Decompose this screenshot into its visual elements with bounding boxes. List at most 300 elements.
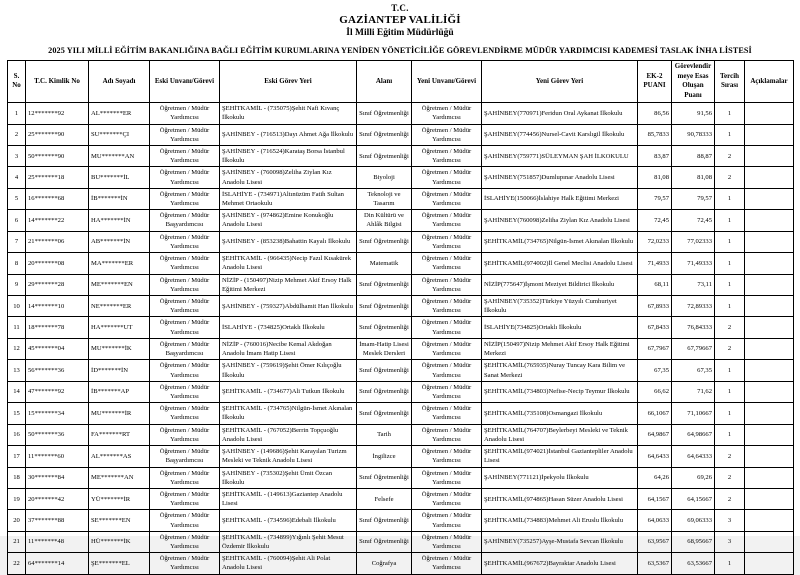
column-header-yeni-unvan: Yeni Unvanı/Görevi (412, 60, 482, 102)
cell-tercih-sirasi: 1 (715, 403, 745, 424)
cell-tercih-sirasi: 1 (715, 296, 745, 317)
cell-aciklamalar (745, 210, 794, 231)
cell-tercih-sirasi: 2 (715, 467, 745, 488)
cell-adi-soyadi: SE*******EN (89, 510, 150, 531)
cell-adi-soyadi: FA*******RT (89, 424, 150, 445)
cell-tc-kimlik-no: 21*******06 (26, 231, 89, 252)
cell-s-no: 1 (8, 103, 26, 124)
cell-yeni-gorev-yeri: NİZİP(775647)İşmont Meziyet Bildirici İlkokulu (482, 274, 638, 295)
cell-adi-soyadi: AL*******ER (89, 103, 150, 124)
table-row (8, 553, 794, 574)
cell-yeni-gorev-yeri: ŞAHİNBEY(751857)Dumlupınar Anadolu Lisesi (482, 167, 638, 188)
cell-olusan-puan: 71,49333 (672, 253, 715, 274)
header-tc: T.C. (391, 3, 409, 13)
cell-aciklamalar (745, 124, 794, 145)
cell-alan: Sınıf Öğretmenliği (357, 531, 412, 552)
cell-tc-kimlik-no: 37*******88 (26, 510, 89, 531)
cell-aciklamalar (745, 231, 794, 252)
cell-yeni-unvan: Öğretmen / Müdür Yardımcısı (412, 424, 482, 445)
cell-eski-gorev-yeri: İSLAHİYE - (734971)Altınüzüm Fatih Sultan Mehmet Ortaokulu (220, 188, 357, 209)
cell-olusan-puan: 77,02333 (672, 231, 715, 252)
cell-adi-soyadi: AL*******AS (89, 446, 150, 467)
cell-alan: Sınıf Öğretmenliği (357, 124, 412, 145)
cell-eski-gorev-yeri: ŞAHİNBEY - (735302)Şehit Ümit Özcan İlkokulu (220, 467, 357, 488)
table-row (8, 188, 794, 209)
cell-tercih-sirasi: 3 (715, 510, 745, 531)
cell-s-no: 22 (8, 553, 26, 574)
cell-eski-unvan: Öğretmen / Müdür Yardımcısı (150, 360, 220, 381)
cell-yeni-gorev-yeri: ŞAHİNBEY(760098)Zeliha Ziylan Kız Anadolu Lisesi (482, 210, 638, 231)
cell-yeni-unvan: Öğretmen / Müdür Yardımcısı (412, 145, 482, 166)
cell-ek2-puani: 81,08 (638, 167, 672, 188)
cell-tc-kimlik-no: 20*******08 (26, 253, 89, 274)
cell-yeni-gorev-yeri: ŞAHİNBEY(770971)Feridun Oral Aykanat İlkokulu (482, 103, 638, 124)
cell-yeni-unvan: Öğretmen / Müdür Yardımcısı (412, 360, 482, 381)
cell-tercih-sirasi: 1 (715, 210, 745, 231)
cell-tercih-sirasi: 2 (715, 145, 745, 166)
cell-yeni-unvan: Öğretmen / Müdür Yardımcısı (412, 488, 482, 509)
cell-eski-unvan: Öğretmen / Müdür Yardımcısı (150, 145, 220, 166)
cell-yeni-gorev-yeri: ŞEHİTKAMİL(974021)İstanbul Gaziantepliler Anadolu Lisesi (482, 446, 638, 467)
cell-alan: Matematik (357, 253, 412, 274)
cell-yeni-gorev-yeri: ŞAHİNBEY(771121)İpekyolu İlkokulu (482, 467, 638, 488)
cell-aciklamalar (745, 317, 794, 338)
cell-ek2-puani: 72,45 (638, 210, 672, 231)
cell-eski-gorev-yeri: İSLAHİYE - (734825)Ortaklı İlkokulu (220, 317, 357, 338)
cell-aciklamalar (745, 488, 794, 509)
cell-eski-unvan: Öğretmen / Müdür Yardımcısı (150, 467, 220, 488)
cell-s-no: 16 (8, 424, 26, 445)
cell-alan: Coğrafya (357, 553, 412, 574)
page-title: 2025 YILI MİLLİ EĞİTİM BAKANLIĞINA BAĞLI EĞİTİM KURUMLARINA YENİDEN YÖNETİCİLİĞE GÖREVLENDİRME MÜDÜR YARDIMCISI KADEMESİ TASLAK İNHA LİSTESİ (48, 45, 752, 55)
cell-adi-soyadi: BU*******İL (89, 167, 150, 188)
column-header-tc-kimlik-no: T.C. Kimlik No (26, 60, 89, 102)
cell-yeni-gorev-yeri: ŞEHİTKAMİL(764707)Beylerbeyi Mesleki ve Teknik Anadolu Lisesi (482, 424, 638, 445)
cell-ek2-puani: 63,5367 (638, 553, 672, 574)
table-row (8, 488, 794, 509)
cell-aciklamalar (745, 467, 794, 488)
cell-aciklamalar (745, 553, 794, 574)
cell-ek2-puani: 63,9567 (638, 531, 672, 552)
column-header-aciklamalar: Açıklamalar (745, 60, 794, 102)
cell-alan: Sınıf Öğretmenliği (357, 360, 412, 381)
table-row (8, 231, 794, 252)
cell-aciklamalar (745, 424, 794, 445)
cell-tc-kimlik-no: 30*******84 (26, 467, 89, 488)
cell-eski-unvan: Öğretmen / Müdür Yardımcısı (150, 424, 220, 445)
table-row (8, 253, 794, 274)
cell-yeni-gorev-yeri: ŞAHİNBEY(735352)Türkiye Yüzyılı Cumhuriyet İlkokulu (482, 296, 638, 317)
cell-aciklamalar (745, 360, 794, 381)
cell-yeni-unvan: Öğretmen / Müdür Yardımcısı (412, 124, 482, 145)
cell-eski-gorev-yeri: ŞAHİNBEY - (759619)Şehit Ömer Kılıçoğlu İlkokulu (220, 360, 357, 381)
cell-eski-unvan: Öğretmen / Müdür Yardımcısı (150, 531, 220, 552)
cell-eski-gorev-yeri: ŞEHİTKAMİL - (734899)Yığınlı Şehit Mesut Özdemir İlkokulu (220, 531, 357, 552)
cell-olusan-puan: 91,56 (672, 103, 715, 124)
cell-yeni-gorev-yeri: ŞAHİNBEY(735257)Ayşe-Mustafa Sevcan İlkokulu (482, 531, 638, 552)
cell-ek2-puani: 67,8933 (638, 296, 672, 317)
table-row (8, 467, 794, 488)
cell-eski-gorev-yeri: ŞAHİNBEY - (716513)Dayı Ahmet Ağa İlkokulu (220, 124, 357, 145)
cell-tercih-sirasi: 1 (715, 103, 745, 124)
cell-tc-kimlik-no: 16*******68 (26, 188, 89, 209)
cell-aciklamalar (745, 338, 794, 359)
cell-adi-soyadi: AB*******İN (89, 231, 150, 252)
cell-yeni-unvan: Öğretmen / Müdür Yardımcısı (412, 253, 482, 274)
cell-tc-kimlik-no: 29*******28 (26, 274, 89, 295)
cell-aciklamalar (745, 381, 794, 402)
cell-adi-soyadi: MU*******İK (89, 338, 150, 359)
cell-eski-unvan: Öğretmen / Müdür Yardımcısı (150, 403, 220, 424)
cell-olusan-puan: 73,11 (672, 274, 715, 295)
table-row (8, 531, 794, 552)
table-row (8, 210, 794, 231)
cell-yeni-unvan: Öğretmen / Müdür Yardımcısı (412, 167, 482, 188)
cell-eski-unvan: Öğretmen / Müdür Yardımcısı (150, 103, 220, 124)
cell-tc-kimlik-no: 18*******78 (26, 317, 89, 338)
cell-eski-gorev-yeri: ŞEHİTKAMİL - (734765)Nilgün-İsmet Akınalan İlkokulu (220, 403, 357, 424)
cell-ek2-puani: 68,11 (638, 274, 672, 295)
cell-aciklamalar (745, 103, 794, 124)
cell-tercih-sirasi: 2 (715, 167, 745, 188)
cell-adi-soyadi: İB*******İN (89, 188, 150, 209)
cell-eski-unvan: Öğretmen / Müdür Yardımcısı (150, 231, 220, 252)
cell-yeni-unvan: Öğretmen / Müdür Yardımcısı (412, 446, 482, 467)
table-row (8, 145, 794, 166)
cell-alan: İmam-Hatip Lisesi Meslek Dersleri (357, 338, 412, 359)
cell-tercih-sirasi: 3 (715, 531, 745, 552)
cell-aciklamalar (745, 510, 794, 531)
cell-tc-kimlik-no: 56*******36 (26, 360, 89, 381)
cell-yeni-gorev-yeri: ŞAHİNBEY(759771)SÜLEYMAN ŞAH İLKOKULU (482, 145, 638, 166)
cell-ek2-puani: 71,4933 (638, 253, 672, 274)
cell-tc-kimlik-no: 64*******14 (26, 553, 89, 574)
cell-ek2-puani: 83,87 (638, 145, 672, 166)
cell-tc-kimlik-no: 20*******42 (26, 488, 89, 509)
cell-alan: Sınıf Öğretmenliği (357, 403, 412, 424)
cell-aciklamalar (745, 188, 794, 209)
cell-yeni-gorev-yeri: İSLAHİYE(734825)Ortaklı İlkokulu (482, 317, 638, 338)
cell-olusan-puan: 68,95667 (672, 531, 715, 552)
cell-s-no: 14 (8, 381, 26, 402)
cell-eski-gorev-yeri: ŞAHİNBEY - (760098)Zeliha Ziylan Kız Anadolu Lisesi (220, 167, 357, 188)
cell-s-no: 21 (8, 531, 26, 552)
cell-eski-gorev-yeri: ŞEHİTKAMİL - (149613)Gaziantep Anadolu Lisesi (220, 488, 357, 509)
cell-tercih-sirasi: 1 (715, 553, 745, 574)
cell-tc-kimlik-no: 25*******18 (26, 167, 89, 188)
cell-tc-kimlik-no: 11*******48 (26, 531, 89, 552)
cell-adi-soyadi: MU*******İR (89, 403, 150, 424)
cell-yeni-gorev-yeri: ŞEHİTKAMİL(734765)Nilgün-İsmet Akınalan İlkokulu (482, 231, 638, 252)
cell-adi-soyadi: HA*******İN (89, 210, 150, 231)
cell-olusan-puan: 71,62 (672, 381, 715, 402)
cell-tercih-sirasi: 2 (715, 488, 745, 509)
table-row (8, 446, 794, 467)
cell-alan: Sınıf Öğretmenliği (357, 231, 412, 252)
cell-adi-soyadi: ME*******AN (89, 467, 150, 488)
cell-alan: Sınıf Öğretmenliği (357, 510, 412, 531)
cell-s-no: 6 (8, 210, 26, 231)
cell-s-no: 4 (8, 167, 26, 188)
cell-alan: Sınıf Öğretmenliği (357, 317, 412, 338)
cell-s-no: 9 (8, 274, 26, 295)
cell-olusan-puan: 69,26 (672, 467, 715, 488)
table-row (8, 124, 794, 145)
cell-s-no: 3 (8, 145, 26, 166)
cell-tercih-sirasi: 2 (715, 338, 745, 359)
cell-s-no: 18 (8, 467, 26, 488)
cell-alan: Sınıf Öğretmenliği (357, 274, 412, 295)
cell-yeni-gorev-yeri: ŞEHİTKAMİL(974865)Hasan Süzer Anadolu Lisesi (482, 488, 638, 509)
cell-alan: Sınıf Öğretmenliği (357, 381, 412, 402)
cell-tc-kimlik-no: 14*******10 (26, 296, 89, 317)
cell-adi-soyadi: YÜ*******İR (89, 488, 150, 509)
table-body (8, 103, 794, 575)
cell-tc-kimlik-no: 11*******60 (26, 446, 89, 467)
cell-yeni-gorev-yeri: NİZİP(150497)Nizip Mehmet Akif Ersoy Halk Eğitimi Merkezi (482, 338, 638, 359)
cell-adi-soyadi: MA*******ER (89, 253, 150, 274)
table-row (8, 167, 794, 188)
cell-eski-gorev-yeri: ŞAHİNBEY - (974862)Emine Konukoğlu Anadolu Lisesi (220, 210, 357, 231)
header-governorship: GAZİANTEP VALİLİĞİ (339, 14, 461, 27)
cell-s-no: 11 (8, 317, 26, 338)
table-header-row (8, 60, 794, 102)
column-header-ek2-puani: EK-2 PUANI (638, 60, 672, 102)
cell-alan: Felsefe (357, 488, 412, 509)
cell-ek2-puani: 67,7967 (638, 338, 672, 359)
cell-eski-unvan: Öğretmen / Müdür Başyardımcısı (150, 338, 220, 359)
cell-s-no: 12 (8, 338, 26, 359)
cell-yeni-gorev-yeri: ŞEHİTKAMİL(765935)Nuray Tuncay Kara Bilim ve Sanat Merkezi (482, 360, 638, 381)
cell-ek2-puani: 64,0633 (638, 510, 672, 531)
cell-olusan-puan: 72,45 (672, 210, 715, 231)
cell-adi-soyadi: HA*******UT (89, 317, 150, 338)
cell-ek2-puani: 66,62 (638, 381, 672, 402)
cell-olusan-puan: 63,53667 (672, 553, 715, 574)
cell-eski-gorev-yeri: ŞEHİTKAMİL - (735075)Şehit Nafi Kıvanç İlkokulu (220, 103, 357, 124)
cell-eski-gorev-yeri: NİZİP - (760016)Necibe Kemal Akdoğan Anadolu İmam Hatip Lisesi (220, 338, 357, 359)
appointment-table (7, 60, 794, 575)
cell-olusan-puan: 88,87 (672, 145, 715, 166)
cell-adi-soyadi: İD*******İN (89, 360, 150, 381)
cell-olusan-puan: 90,78333 (672, 124, 715, 145)
table-row (8, 338, 794, 359)
cell-yeni-unvan: Öğretmen / Müdür Yardımcısı (412, 231, 482, 252)
cell-yeni-gorev-yeri: ŞEHİTKAMİL(734803)Nefise-Necip Teymur İlkokulu (482, 381, 638, 402)
cell-s-no: 13 (8, 360, 26, 381)
cell-tercih-sirasi: 1 (715, 124, 745, 145)
cell-ek2-puani: 72,0233 (638, 231, 672, 252)
cell-tercih-sirasi: 2 (715, 446, 745, 467)
cell-tercih-sirasi: 1 (715, 188, 745, 209)
cell-yeni-unvan: Öğretmen / Müdür Yardımcısı (412, 103, 482, 124)
cell-eski-unvan: Öğretmen / Müdür Yardımcısı (150, 167, 220, 188)
cell-eski-unvan: Öğretmen / Müdür Yardımcısı (150, 253, 220, 274)
cell-olusan-puan: 64,15667 (672, 488, 715, 509)
cell-yeni-gorev-yeri: İSLAHİYE(150066)İslahiye Halk Eğitimi Merkezi (482, 188, 638, 209)
cell-adi-soyadi: SU*******ÇI (89, 124, 150, 145)
cell-ek2-puani: 85,7833 (638, 124, 672, 145)
cell-tc-kimlik-no: 50*******90 (26, 145, 89, 166)
cell-yeni-unvan: Öğretmen / Müdür Yardımcısı (412, 510, 482, 531)
cell-eski-gorev-yeri: ŞAHİNBEY - (759327)Abdülhamit Han İlkokulu (220, 296, 357, 317)
cell-olusan-puan: 67,35 (672, 360, 715, 381)
cell-ek2-puani: 64,9867 (638, 424, 672, 445)
cell-adi-soyadi: İB*******AP (89, 381, 150, 402)
table-row (8, 296, 794, 317)
cell-yeni-unvan: Öğretmen / Müdür Yardımcısı (412, 210, 482, 231)
cell-yeni-unvan: Öğretmen / Müdür Yardımcısı (412, 296, 482, 317)
cell-yeni-unvan: Öğretmen / Müdür Yardımcısı (412, 381, 482, 402)
cell-olusan-puan: 76,84333 (672, 317, 715, 338)
cell-s-no: 19 (8, 488, 26, 509)
cell-ek2-puani: 79,57 (638, 188, 672, 209)
cell-yeni-unvan: Öğretmen / Müdür Yardımcısı (412, 274, 482, 295)
cell-aciklamalar (745, 296, 794, 317)
column-header-adi-soyadi: Adı Soyadı (89, 60, 150, 102)
cell-alan: Sınıf Öğretmenliği (357, 467, 412, 488)
cell-olusan-puan: 71,10667 (672, 403, 715, 424)
table-row (8, 424, 794, 445)
cell-aciklamalar (745, 274, 794, 295)
cell-yeni-gorev-yeri: ŞEHİTKAMİL(735108)Osmangazi İlkokulu (482, 403, 638, 424)
cell-tc-kimlik-no: 25*******90 (26, 124, 89, 145)
table-row (8, 381, 794, 402)
cell-yeni-unvan: Öğretmen / Müdür Yardımcısı (412, 467, 482, 488)
cell-eski-unvan: Öğretmen / Müdür Başyardımcısı (150, 446, 220, 467)
cell-adi-soyadi: ŞE*******EL (89, 553, 150, 574)
table-row (8, 510, 794, 531)
cell-tercih-sirasi: 2 (715, 317, 745, 338)
cell-s-no: 10 (8, 296, 26, 317)
cell-eski-unvan: Öğretmen / Müdür Yardımcısı (150, 124, 220, 145)
cell-tercih-sirasi: 1 (715, 360, 745, 381)
cell-tercih-sirasi: 1 (715, 253, 745, 274)
cell-ek2-puani: 64,6433 (638, 446, 672, 467)
cell-alan: Tarih (357, 424, 412, 445)
column-header-alan: Alanı (357, 60, 412, 102)
cell-olusan-puan: 79,57 (672, 188, 715, 209)
cell-eski-unvan: Öğretmen / Müdür Yardımcısı (150, 381, 220, 402)
cell-eski-unvan: Öğretmen / Müdür Yardımcısı (150, 553, 220, 574)
table-row (8, 274, 794, 295)
column-header-eski-gorev-yeri: Eski Görev Yeri (220, 60, 357, 102)
cell-alan: Teknoloji ve Tasarım (357, 188, 412, 209)
cell-olusan-puan: 64,64333 (672, 446, 715, 467)
cell-eski-unvan: Öğretmen / Müdür Yardımcısı (150, 188, 220, 209)
cell-eski-unvan: Öğretmen / Müdür Yardımcısı (150, 488, 220, 509)
column-header-tercih-sirasi: Tercih Sırası (715, 60, 745, 102)
cell-yeni-gorev-yeri: ŞAHİNBEY(774456)Nursel-Cavit Karslıgil İlkokulu (482, 124, 638, 145)
cell-ek2-puani: 67,8433 (638, 317, 672, 338)
cell-s-no: 20 (8, 510, 26, 531)
cell-tc-kimlik-no: 14*******22 (26, 210, 89, 231)
cell-s-no: 5 (8, 188, 26, 209)
cell-olusan-puan: 64,98667 (672, 424, 715, 445)
cell-aciklamalar (745, 253, 794, 274)
cell-adi-soyadi: MU*******AN (89, 145, 150, 166)
cell-adi-soyadi: ME*******EN (89, 274, 150, 295)
cell-eski-gorev-yeri: ŞEHİTKAMİL - (760094)Şehit Ali Polat Anadolu Lisesi (220, 553, 357, 574)
cell-tercih-sirasi: 1 (715, 424, 745, 445)
cell-adi-soyadi: HÜ*******İK (89, 531, 150, 552)
cell-eski-unvan: Öğretmen / Müdür Yardımcısı (150, 296, 220, 317)
column-header-s-no: S. No (8, 60, 26, 102)
cell-alan: Sınıf Öğretmenliği (357, 145, 412, 166)
cell-yeni-unvan: Öğretmen / Müdür Yardımcısı (412, 531, 482, 552)
cell-tc-kimlik-no: 15*******34 (26, 403, 89, 424)
cell-s-no: 2 (8, 124, 26, 145)
cell-eski-unvan: Öğretmen / Müdür Yardımcısı (150, 274, 220, 295)
column-header-olusan-puan: Görevlendirmeye Esas Oluşan Puanı (672, 60, 715, 102)
cell-tercih-sirasi: 1 (715, 274, 745, 295)
cell-olusan-puan: 81,08 (672, 167, 715, 188)
cell-tc-kimlik-no: 50*******36 (26, 424, 89, 445)
cell-adi-soyadi: NE*******ER (89, 296, 150, 317)
cell-eski-gorev-yeri: ŞAHİNBEY - (716524)Karataş Borsa İstanbul İlkokulu (220, 145, 357, 166)
table-row (8, 360, 794, 381)
table-row (8, 103, 794, 124)
cell-alan: Biyoloji (357, 167, 412, 188)
cell-yeni-gorev-yeri: ŞEHİTKAMİL(967672)Bayraktar Anadolu Lisesi (482, 553, 638, 574)
cell-tercih-sirasi: 1 (715, 231, 745, 252)
cell-eski-unvan: Öğretmen / Müdür Yardımcısı (150, 317, 220, 338)
cell-eski-gorev-yeri: ŞEHİTKAMİL - (767052)Berrin Topçuoğlu Anadolu Lisesi (220, 424, 357, 445)
column-header-yeni-gorev-yeri: Yeni Görev Yeri (482, 60, 638, 102)
cell-aciklamalar (745, 446, 794, 467)
cell-ek2-puani: 66,1067 (638, 403, 672, 424)
cell-yeni-unvan: Öğretmen / Müdür Yardımcısı (412, 338, 482, 359)
cell-olusan-puan: 69,06333 (672, 510, 715, 531)
cell-tc-kimlik-no: 12*******92 (26, 103, 89, 124)
cell-yeni-unvan: Öğretmen / Müdür Yardımcısı (412, 317, 482, 338)
column-header-eski-unvan: Eski Unvanı/Görevi (150, 60, 220, 102)
cell-eski-gorev-yeri: ŞAHİNBEY - (149686)Şehit Karayılan Turizm Mesleki ve Teknik Anadolu Lisesi (220, 446, 357, 467)
cell-aciklamalar (745, 145, 794, 166)
cell-aciklamalar (745, 403, 794, 424)
cell-s-no: 8 (8, 253, 26, 274)
document-header (7, 3, 793, 40)
cell-yeni-gorev-yeri: ŞEHİTKAMİL(974002)İl Genel Meclisi Anadolu Lisesi (482, 253, 638, 274)
cell-eski-unvan: Öğretmen / Müdür Başyardımcısı (150, 210, 220, 231)
cell-eski-gorev-yeri: ŞEHİTKAMİL - (734596)Edebali İlkokulu (220, 510, 357, 531)
cell-alan: İngilizce (357, 446, 412, 467)
cell-olusan-puan: 67,79667 (672, 338, 715, 359)
cell-aciklamalar (745, 531, 794, 552)
cell-tc-kimlik-no: 47*******92 (26, 381, 89, 402)
cell-tc-kimlik-no: 45*******04 (26, 338, 89, 359)
cell-s-no: 15 (8, 403, 26, 424)
cell-alan: Sınıf Öğretmenliği (357, 103, 412, 124)
cell-eski-gorev-yeri: NİZİP - (150497)Nizip Mehmet Akif Ersoy Halk Eğitimi Merkezi (220, 274, 357, 295)
cell-ek2-puani: 67,35 (638, 360, 672, 381)
cell-olusan-puan: 72,89333 (672, 296, 715, 317)
cell-aciklamalar (745, 167, 794, 188)
cell-s-no: 17 (8, 446, 26, 467)
table-row (8, 317, 794, 338)
cell-yeni-unvan: Öğretmen / Müdür Yardımcısı (412, 553, 482, 574)
cell-yeni-gorev-yeri: ŞEHİTKAMİL(734883)Mehmet Ali Eruslu İlkokulu (482, 510, 638, 531)
cell-eski-gorev-yeri: ŞEHİTKAMİL - (966435)Necip Fazıl Kısakürek Anadolu Lisesi (220, 253, 357, 274)
table-row (8, 403, 794, 424)
cell-ek2-puani: 86,56 (638, 103, 672, 124)
cell-alan: Din Kültürü ve Ahlâk Bilgisi (357, 210, 412, 231)
cell-yeni-unvan: Öğretmen / Müdür Yardımcısı (412, 188, 482, 209)
cell-tercih-sirasi: 1 (715, 381, 745, 402)
cell-ek2-puani: 64,1567 (638, 488, 672, 509)
cell-eski-gorev-yeri: ŞEHİTKAMİL - (734677)Ali Tutkun İlkokulu (220, 381, 357, 402)
cell-eski-unvan: Öğretmen / Müdür Yardımcısı (150, 510, 220, 531)
